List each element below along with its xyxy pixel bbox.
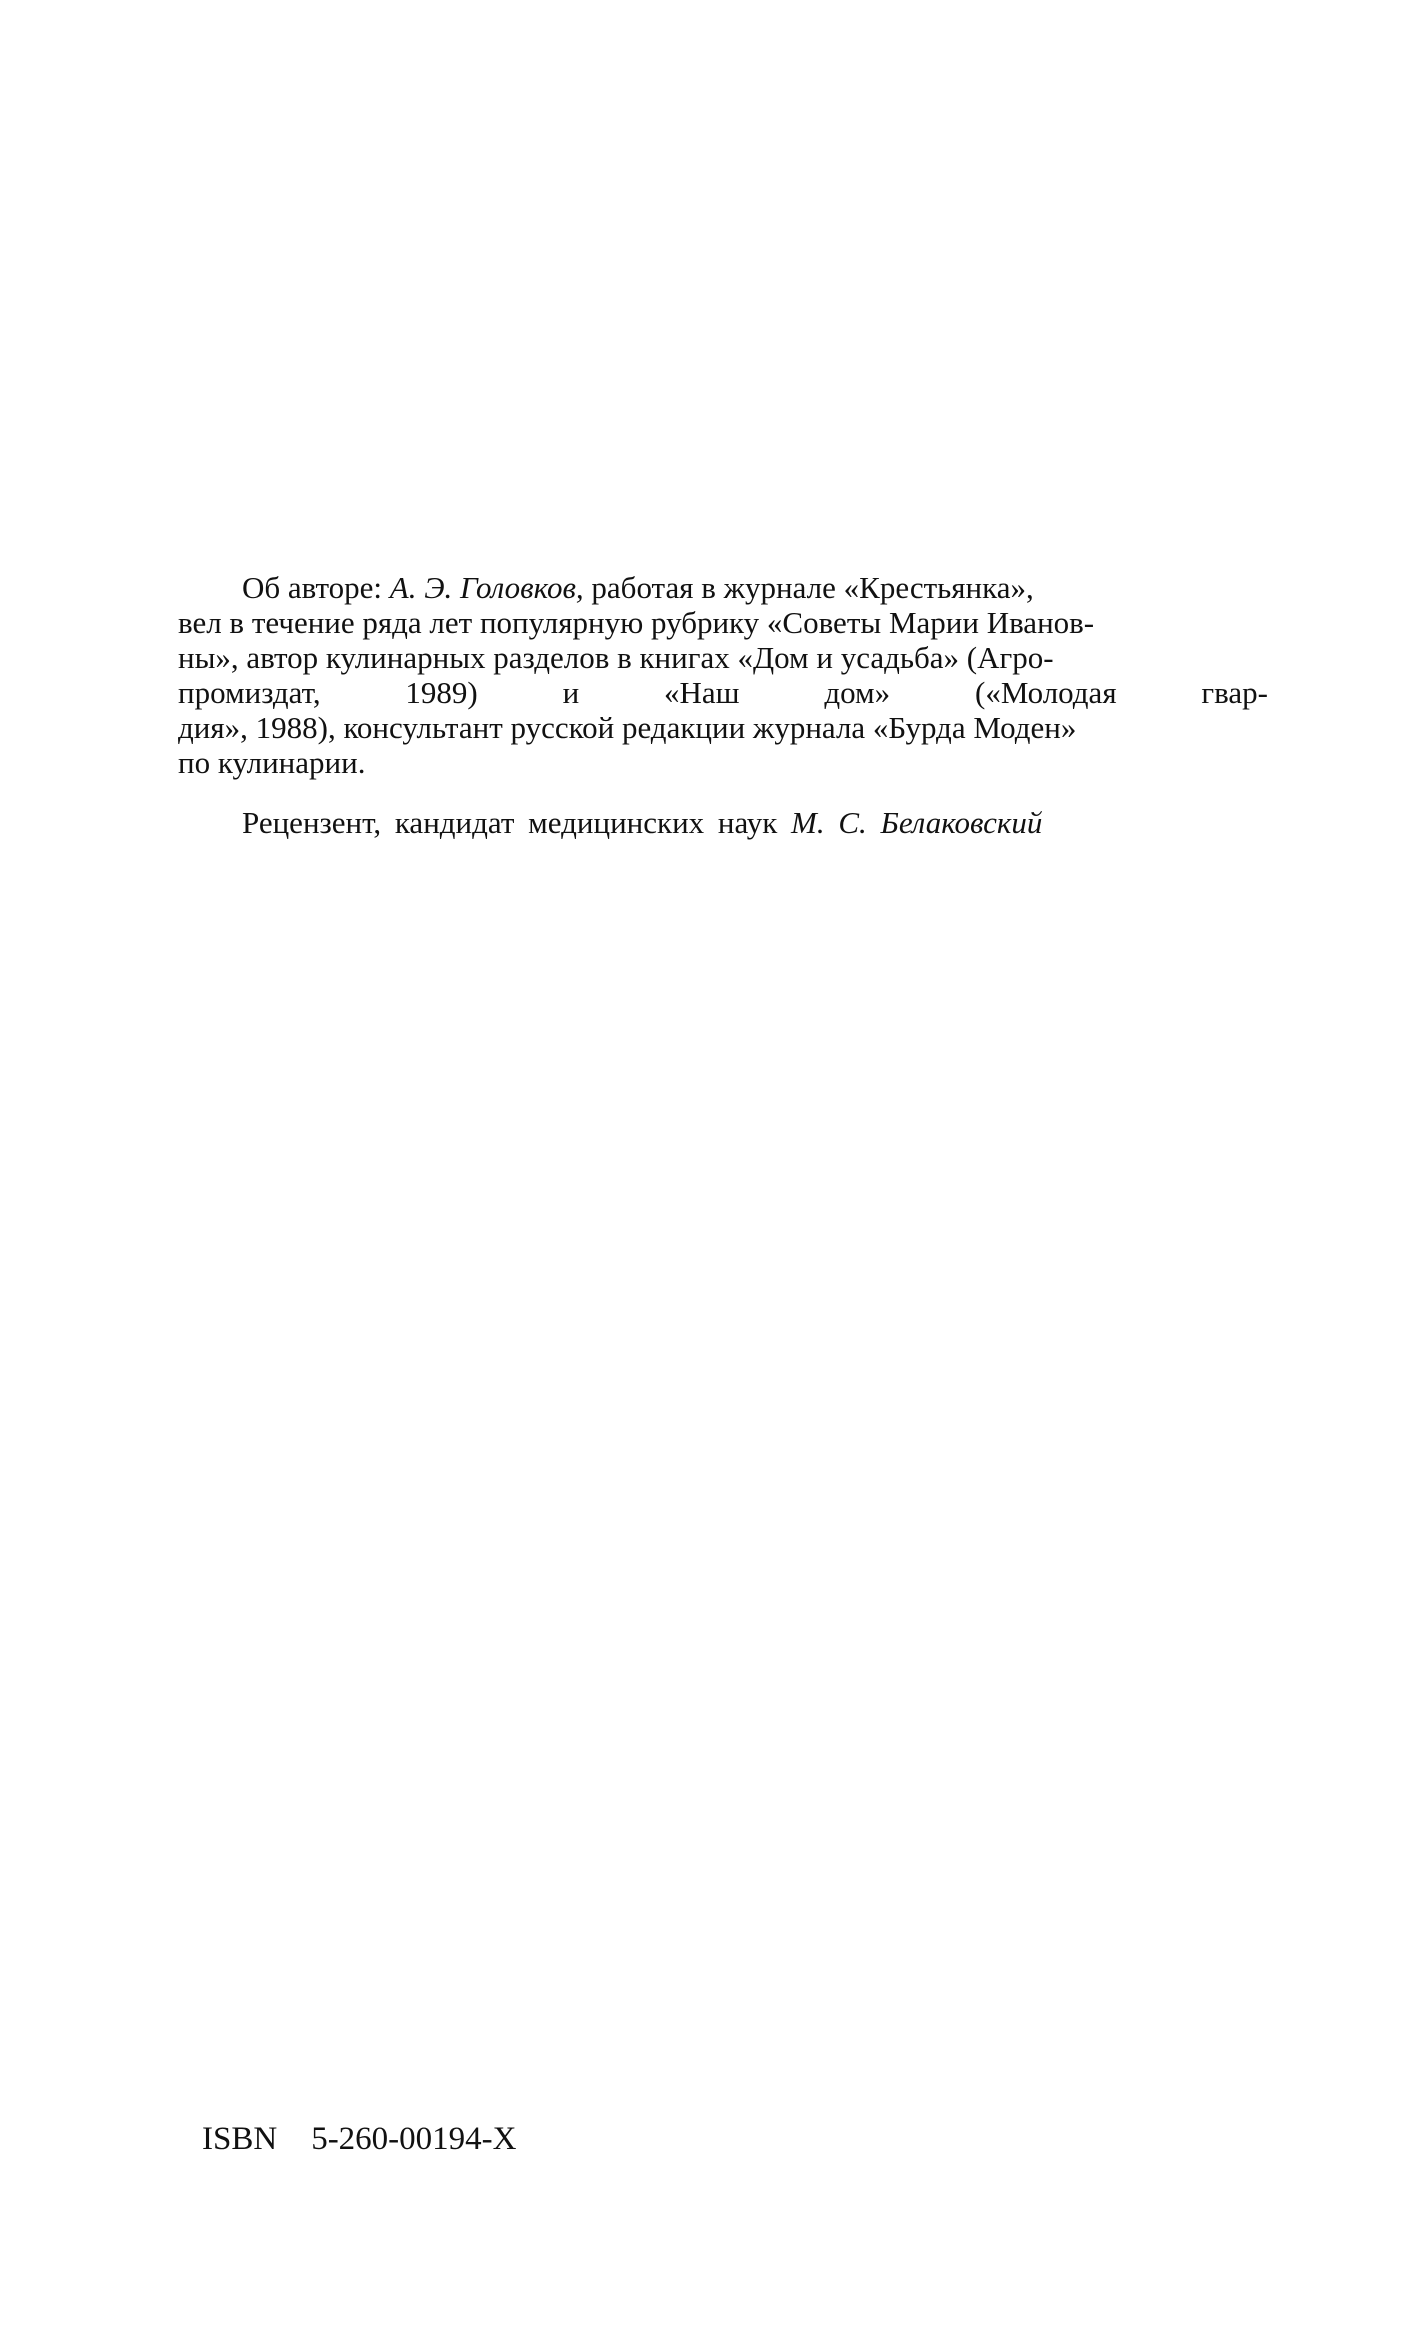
author-note: [178, 570, 1268, 780]
isbn-number: 5-260-00194-X: [311, 2121, 517, 2157]
author-note-line-4: [178, 675, 1268, 710]
author-note-word: промиздат,: [178, 675, 321, 710]
isbn-label: ISBN: [202, 2121, 278, 2157]
author-name: А. Э. Головков,: [389, 570, 584, 605]
author-note-line-1-rest: работая в журнале «Крестьянка»,: [583, 570, 1034, 605]
author-note-word: 1989): [405, 675, 478, 710]
isbn-line: [202, 2120, 517, 2158]
reviewer-label: Рецензент, кандидат медицинских наук: [242, 805, 792, 840]
author-note-line-3: ны», автор кулинарных разделов в книгах «Дом и усадьба» (Агро-: [178, 640, 1054, 675]
author-note-word: дом»: [824, 675, 891, 710]
author-note-line-5: дия», 1988), консультант русской редакции журнала «Бурда Моден»: [178, 710, 1077, 745]
author-note-line-2: вел в течение ряда лет популярную рубрику «Советы Марии Иванов-: [178, 605, 1095, 640]
author-note-lead: Об автоpе:: [242, 570, 390, 605]
author-note-word: «Наш: [664, 675, 740, 710]
author-note-word: и: [562, 675, 580, 710]
reviewer-name: М. С. Белаковский: [791, 805, 1043, 840]
author-note-line-6: по кулинарии.: [178, 745, 366, 780]
author-note-line-1: [178, 570, 1268, 605]
author-note-word: («Молодая: [975, 675, 1117, 710]
author-note-word: гвар-: [1201, 675, 1268, 710]
reviewer-line: [242, 805, 1042, 840]
